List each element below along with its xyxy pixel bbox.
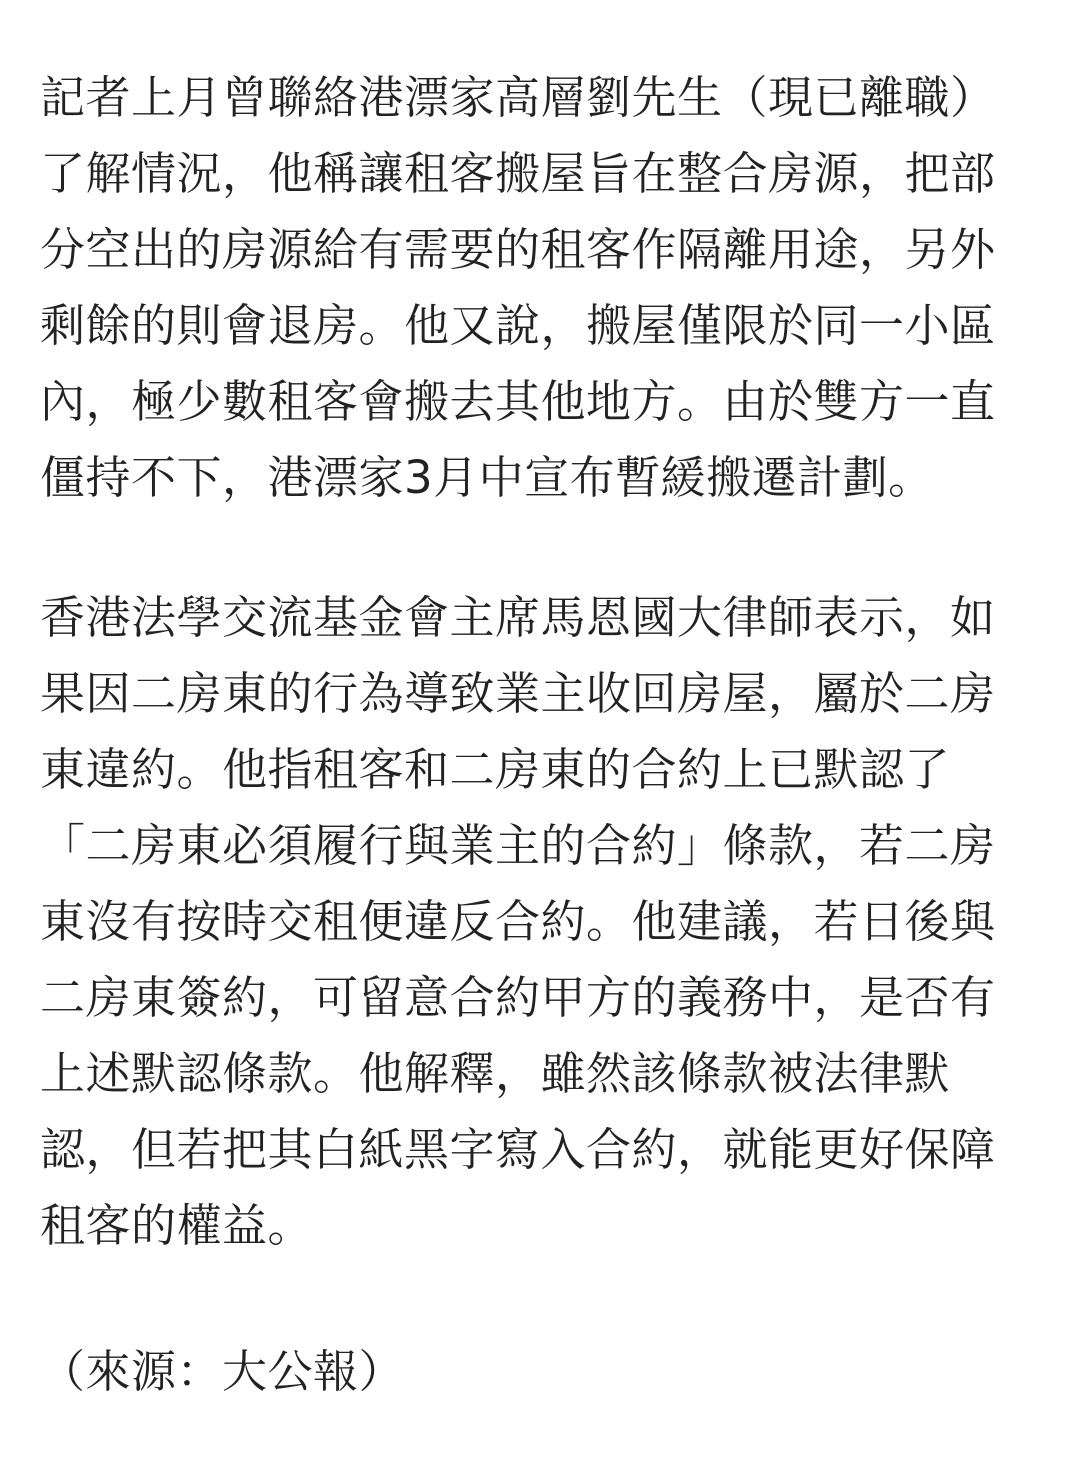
text-line: 內，極少數租客會搬去其他地方。由於雙方一直 bbox=[40, 375, 996, 428]
text-line: 剩餘的則會退房。他又說，搬屋僅限於同一小區 bbox=[40, 299, 996, 352]
text-line: 東沒有按時交租便違反合約。他建議，若日後與 bbox=[40, 895, 996, 948]
text-line: 東違約。他指租客和二房東的合約上已默認了 bbox=[40, 743, 951, 796]
text-line: 僵持不下，港漂家3月中宣布暫緩搬遷計劃。 bbox=[40, 451, 934, 504]
text-line: 認，但若把其白紙黑字寫入合約，就能更好保障 bbox=[40, 1123, 996, 1176]
text-line: 上述默認條款。他解釋，雖然該條款被法律默 bbox=[40, 1047, 951, 1100]
paragraph-reporter-contact bbox=[40, 60, 1040, 516]
text-line: 分空出的房源給有需要的租客作隔離用途，另外 bbox=[40, 223, 996, 276]
text-line: 二房東簽約，可留意合約甲方的義務中，是否有 bbox=[40, 971, 996, 1024]
text-line: 香港法學交流基金會主席馬恩國大律師表示，如 bbox=[40, 591, 996, 644]
text-line: 果因二房東的行為導致業主收回房屋，屬於二房 bbox=[40, 667, 996, 720]
text-line: 了解情況，他稱讓租客搬屋旨在整合房源，把部 bbox=[40, 147, 996, 200]
text-line: 租客的權益。 bbox=[40, 1199, 314, 1252]
source-credit bbox=[40, 1334, 1040, 1410]
paragraph-legal-opinion bbox=[40, 580, 1040, 1264]
text-line: 「二房東必須履行與業主的合約」條款，若二房 bbox=[40, 819, 996, 872]
article-body bbox=[40, 60, 1040, 1410]
source-text: （來源：大公報） bbox=[40, 1345, 405, 1398]
text-line: 記者上月曾聯絡港漂家高層劉先生（現已離職） bbox=[40, 71, 996, 124]
